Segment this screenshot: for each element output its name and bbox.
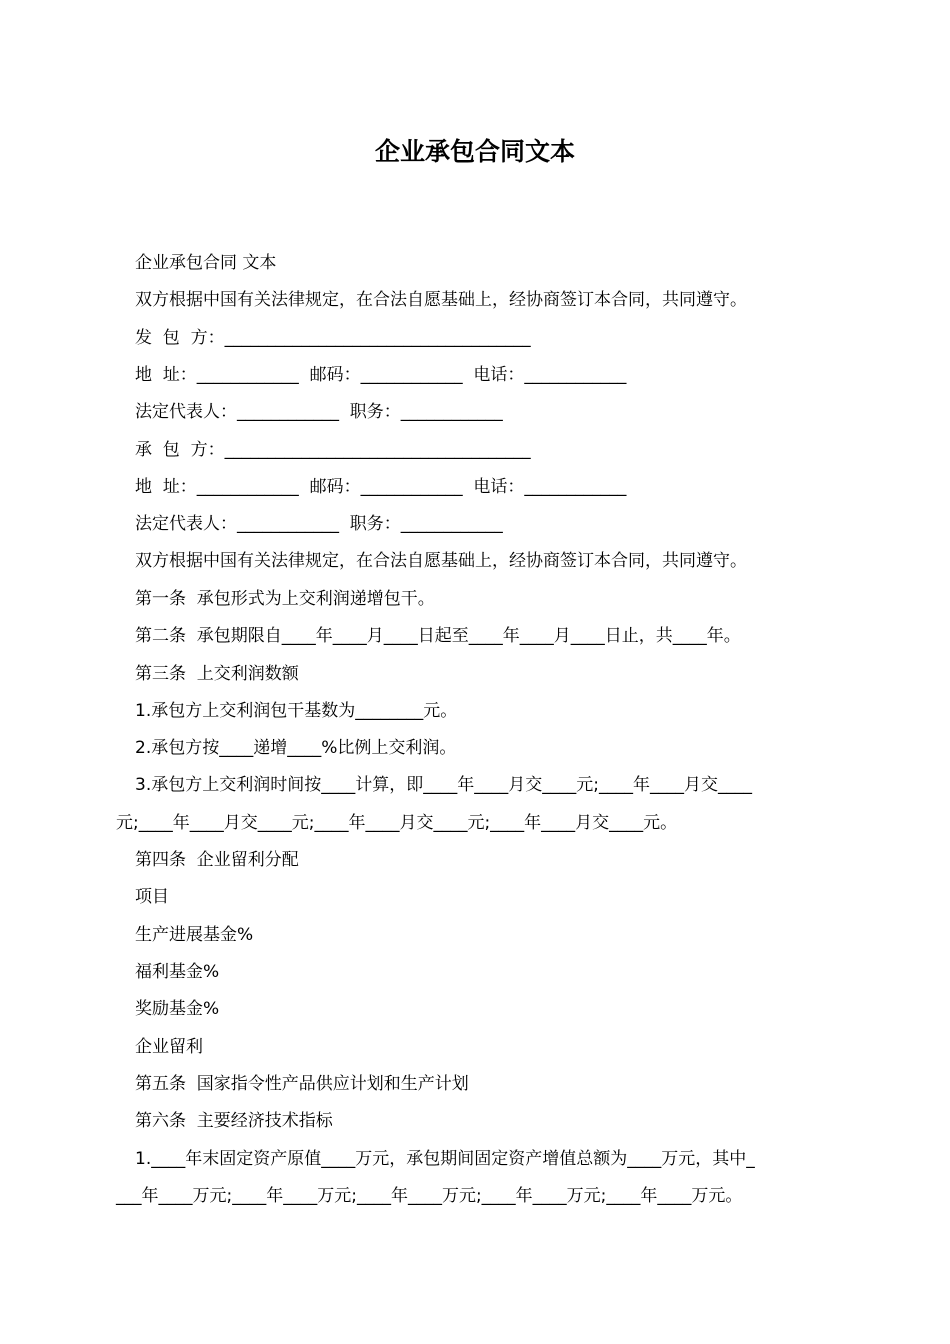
article-2-line: 第二条 承包期限自____年____月____日起至____年____月____日止，共____年。 (135, 626, 741, 646)
allocation-welfare-fund: 福利基金% (135, 962, 220, 982)
article-3-heading: 第三条 上交利润数额 (135, 664, 299, 684)
article-4-heading: 第四条 企业留利分配 (135, 850, 299, 870)
doc-subtitle-line: 企业承包合同 文本 (135, 253, 277, 273)
article-5-line: 第五条 国家指令性产品供应计划和生产计划 (135, 1074, 469, 1094)
article-3-item-2: 2.承包方按____递增____%比例上交利润。 (135, 738, 457, 758)
page-title: 企业承包合同文本 (374, 137, 575, 166)
contractor-party-line: 发 包 方：____________________________________ (135, 328, 531, 348)
article-3-item-3-cont: 元;____年____月交____元;____年____月交____元;____年____月交____元。 (116, 813, 678, 833)
contractor-representative-line: 法定代表人：____________ 职务：____________ (135, 402, 503, 422)
article-6-heading: 第六条 主要经济技术指标 (135, 1111, 333, 1131)
contractor-address-line: 地 址：____________ 邮码：____________ 电话：____________ (135, 365, 627, 385)
article-6-item-1: 1.____年末固定资产原值____万元，承包期间固定资产增值总额为____万元，其中_ (135, 1149, 755, 1169)
contractee-representative-line: 法定代表人：____________ 职务：____________ (135, 514, 503, 534)
contractee-address-line: 地 址：____________ 邮码：____________ 电话：____________ (135, 477, 627, 497)
article-6-item-1-cont: ___年____万元;____年____万元;____年____万元;____年____万元;____年____万元。 (116, 1186, 743, 1206)
allocation-retained-profit: 企业留利 (135, 1037, 203, 1057)
allocation-bonus-fund: 奖励基金% (135, 999, 220, 1019)
article-3-item-3: 3.承包方上交利润时间按____计算，即____年____月交____元;____年____月交____ (135, 775, 752, 795)
allocation-item-header: 项目 (135, 887, 169, 907)
article-1-line: 第一条 承包形式为上交利润递增包干。 (135, 589, 435, 609)
contractee-party-line: 承 包 方：____________________________________ (135, 440, 531, 460)
preamble-line: 双方根据中国有关法律规定，在合法自愿基础上，经协商签订本合同，共同遵守。 (135, 290, 747, 310)
article-3-item-1: 1.承包方上交利润包干基数为________元。 (135, 701, 458, 721)
preamble-repeat-line: 双方根据中国有关法律规定，在合法自愿基础上，经协商签订本合同，共同遵守。 (135, 551, 747, 571)
allocation-production-fund: 生产进展基金% (135, 925, 254, 945)
